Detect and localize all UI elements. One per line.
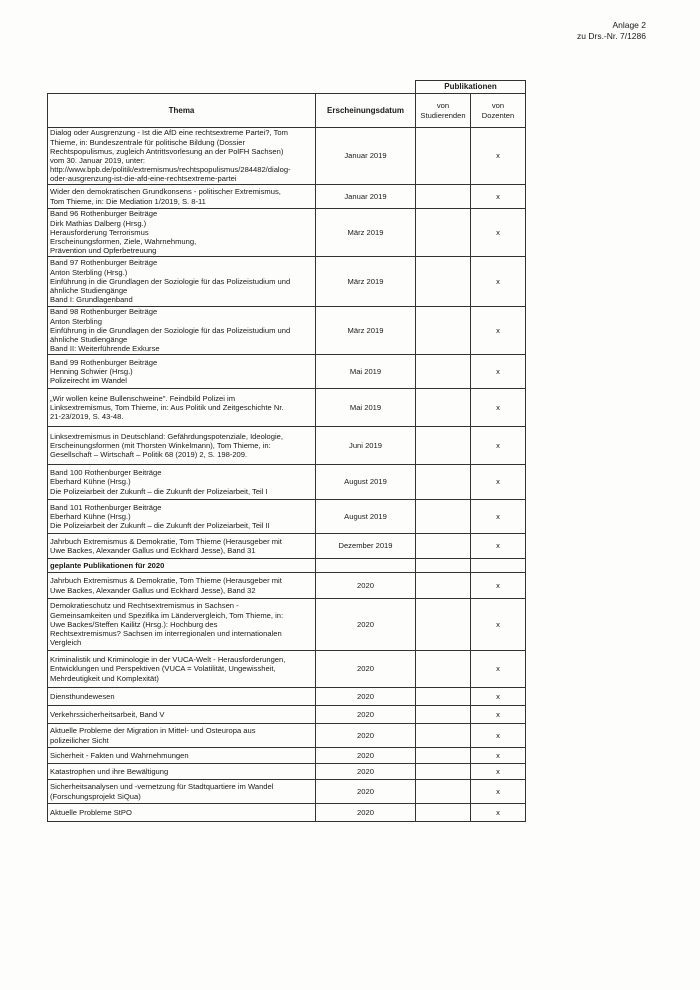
thema-line: Eberhard Kühne (Hrsg.) bbox=[50, 477, 131, 487]
header-date: Erscheinungsdatum bbox=[316, 94, 416, 128]
thema-line: Die Polizeiarbeit der Zukunft – die Zukunft der Polizeiarbeit, Teil II bbox=[50, 521, 270, 531]
cell-lecturers: x bbox=[471, 780, 526, 804]
cell-thema bbox=[48, 465, 316, 500]
cell-date: März 2019 bbox=[316, 209, 416, 257]
cell-students bbox=[416, 465, 471, 500]
cell-students bbox=[416, 128, 471, 185]
cell-thema bbox=[48, 599, 316, 651]
cell-students bbox=[416, 534, 471, 559]
thema-line: Entwicklungen und Perspektiven (VUCA = Volatilität, Ungewissheit, bbox=[50, 664, 276, 674]
cell-lecturers bbox=[471, 559, 526, 573]
cell-lecturers: x bbox=[471, 465, 526, 500]
thema-line: Demokratieschutz und Rechtsextremismus in Sachsen - bbox=[50, 601, 239, 611]
cell-students bbox=[416, 389, 471, 427]
thema-line: Jahrbuch Extremismus & Demokratie, Tom Thieme (Herausgeber mit bbox=[50, 536, 282, 546]
table-row bbox=[48, 209, 526, 257]
table-row bbox=[48, 128, 526, 185]
thema-line: http://www.bpb.de/politik/extremismus/rechtspopulismus/284482/dialog- bbox=[50, 165, 291, 175]
thema-line: Katastrophen und ihre Bewältigung bbox=[50, 766, 169, 776]
table-row bbox=[48, 780, 526, 804]
table-row bbox=[48, 748, 526, 764]
cell-date: 2020 bbox=[316, 706, 416, 724]
publications-table bbox=[47, 80, 526, 822]
cell-students bbox=[416, 185, 471, 209]
thema-line: Prävention und Opferbetreuung bbox=[50, 246, 157, 256]
cell-students bbox=[416, 500, 471, 534]
cell-thema bbox=[48, 764, 316, 780]
thema-line: ähnliche Studiengänge bbox=[50, 335, 128, 345]
cell-lecturers: x bbox=[471, 307, 526, 355]
thema-line: Vergleich bbox=[50, 638, 82, 648]
cell-thema bbox=[48, 573, 316, 599]
cell-date bbox=[316, 559, 416, 573]
table-row bbox=[48, 651, 526, 688]
cell-lecturers: x bbox=[471, 257, 526, 307]
table-row bbox=[48, 355, 526, 389]
thema-line: Henning Schwier (Hrsg.) bbox=[50, 366, 133, 376]
thema-line: Sicherheit - Fakten und Wahrnehmungen bbox=[50, 750, 189, 760]
cell-lecturers: x bbox=[471, 185, 526, 209]
cell-thema bbox=[48, 534, 316, 559]
thema-line: Dialog oder Ausgrenzung - Ist die AfD eine rechtsextreme Partei?, Tom bbox=[50, 128, 288, 138]
cell-lecturers: x bbox=[471, 599, 526, 651]
thema-line: Aktuelle Probleme der Migration in Mittel- und Osteuropa aus bbox=[50, 726, 256, 736]
cell-lecturers: x bbox=[471, 209, 526, 257]
cell-date: Juni 2019 bbox=[316, 427, 416, 465]
cell-students bbox=[416, 559, 471, 573]
cell-date: 2020 bbox=[316, 748, 416, 764]
thema-line: 21-23/2019, S. 43-48. bbox=[50, 412, 124, 422]
cell-students bbox=[416, 780, 471, 804]
cell-students bbox=[416, 209, 471, 257]
header-thema: Thema bbox=[48, 94, 316, 128]
table-row bbox=[48, 688, 526, 706]
thema-line: Dirk Mathias Dalberg (Hrsg.) bbox=[50, 218, 147, 228]
thema-line: Band 98 Rothenburger Beiträge bbox=[50, 307, 158, 317]
cell-date: August 2019 bbox=[316, 500, 416, 534]
table-row bbox=[48, 724, 526, 748]
thema-line: „Wir wollen keine Bullenschweine". Feindbild Polizei im bbox=[50, 393, 236, 403]
thema-line: Erscheinungsformen, Ziele, Wahrnehmung, bbox=[50, 237, 197, 247]
cell-lecturers: x bbox=[471, 688, 526, 706]
cell-students bbox=[416, 688, 471, 706]
cell-date: 2020 bbox=[316, 651, 416, 688]
table-row bbox=[48, 465, 526, 500]
cell-thema bbox=[48, 500, 316, 534]
cell-date: Dezember 2019 bbox=[316, 534, 416, 559]
cell-date: 2020 bbox=[316, 599, 416, 651]
thema-line: Einführung in die Grundlagen der Soziologie für das Polizeistudium und bbox=[50, 325, 291, 335]
header-lecturers-line2: Dozenten bbox=[481, 110, 515, 120]
cell-lecturers: x bbox=[471, 651, 526, 688]
cell-date: 2020 bbox=[316, 804, 416, 822]
thema-line: Sicherheitsanalysen und -vernetzung für Stadtquartiere im Wandel bbox=[50, 782, 274, 792]
cell-students bbox=[416, 706, 471, 724]
thema-line: Gesellschaft – Wirtschaft – Politik 68 (2019) 2, S. 198-209. bbox=[50, 450, 248, 460]
table-header bbox=[48, 81, 526, 128]
thema-line: Band I: Grundlagenband bbox=[50, 295, 133, 305]
header-lecturers-line1: von bbox=[491, 101, 505, 110]
thema-line: Band 101 Rothenburger Beiträge bbox=[50, 502, 162, 512]
cell-lecturers: x bbox=[471, 128, 526, 185]
table-row bbox=[48, 427, 526, 465]
cell-lecturers: x bbox=[471, 804, 526, 822]
thema-line: Verkehrssicherheitsarbeit, Band V bbox=[50, 709, 165, 719]
table-row bbox=[48, 185, 526, 209]
header-publications: Publikationen bbox=[416, 81, 526, 94]
cell-date: Mai 2019 bbox=[316, 389, 416, 427]
cell-thema bbox=[48, 651, 316, 688]
thema-line: Jahrbuch Extremismus & Demokratie, Tom Thieme (Herausgeber mit bbox=[50, 576, 282, 586]
cell-thema bbox=[48, 688, 316, 706]
thema-line: Eberhard Kühne (Hrsg.) bbox=[50, 511, 131, 521]
cell-thema bbox=[48, 804, 316, 822]
thema-line: Band 100 Rothenburger Beiträge bbox=[50, 468, 162, 478]
cell-date: Januar 2019 bbox=[316, 128, 416, 185]
cell-students bbox=[416, 307, 471, 355]
cell-lecturers: x bbox=[471, 389, 526, 427]
cell-students bbox=[416, 427, 471, 465]
cell-lecturers: x bbox=[471, 724, 526, 748]
cell-students bbox=[416, 257, 471, 307]
cell-thema bbox=[48, 427, 316, 465]
table-row bbox=[48, 307, 526, 355]
thema-line: Diensthundewesen bbox=[50, 691, 115, 701]
table-row bbox=[48, 599, 526, 651]
section-row bbox=[48, 559, 526, 573]
thema-line: Polizeirecht im Wandel bbox=[50, 376, 127, 386]
cell-date: Januar 2019 bbox=[316, 185, 416, 209]
cell-date: August 2019 bbox=[316, 465, 416, 500]
table-row bbox=[48, 764, 526, 780]
thema-line: Linksextremismus in Deutschland: Gefährdungspotenziale, Ideologie, bbox=[50, 431, 284, 441]
cell-students bbox=[416, 599, 471, 651]
cell-lecturers: x bbox=[471, 706, 526, 724]
table-row bbox=[48, 804, 526, 822]
thema-line: Band 97 Rothenburger Beiträge bbox=[50, 258, 158, 268]
cell-students bbox=[416, 764, 471, 780]
cell-date: März 2019 bbox=[316, 307, 416, 355]
table-row bbox=[48, 573, 526, 599]
header-students bbox=[416, 94, 471, 128]
thema-line: Herausforderung Terrorismus bbox=[50, 227, 149, 237]
cell-thema bbox=[48, 257, 316, 307]
table-row bbox=[48, 534, 526, 559]
thema-line: Thieme, in: Bundeszentrale für politische Bildung (Dossier bbox=[50, 137, 246, 147]
cell-lecturers: x bbox=[471, 573, 526, 599]
thema-line: polizeilicher Sicht bbox=[50, 735, 109, 745]
thema-line: Die Polizeiarbeit der Zukunft – die Zukunft der Polizeiarbeit, Teil I bbox=[50, 486, 268, 496]
cell-lecturers: x bbox=[471, 355, 526, 389]
thema-line: Erscheinungsformen (mit Thorsten Winkelmann), Tom Thieme, in: bbox=[50, 440, 271, 450]
thema-line: Linksextremismus, Tom Thieme, in: Aus Politik und Zeitgeschichte Nr. bbox=[50, 402, 284, 412]
table-row bbox=[48, 706, 526, 724]
cell-thema bbox=[48, 209, 316, 257]
cell-students bbox=[416, 748, 471, 764]
cell-date: 2020 bbox=[316, 573, 416, 599]
thema-line: Band 99 Rothenburger Beiträge bbox=[50, 357, 158, 367]
thema-line: ähnliche Studiengänge bbox=[50, 286, 128, 296]
cell-thema bbox=[48, 128, 316, 185]
cell-thema bbox=[48, 748, 316, 764]
thema-line: Aktuelle Probleme StPO bbox=[50, 807, 132, 817]
cell-students bbox=[416, 651, 471, 688]
annex-label: Anlage 2 bbox=[612, 20, 646, 30]
cell-date: 2020 bbox=[316, 764, 416, 780]
cell-lecturers: x bbox=[471, 534, 526, 559]
cell-thema bbox=[48, 724, 316, 748]
thema-line: oder-ausgrenzung-ist-die-afd-eine-rechtsextreme-partei bbox=[50, 174, 237, 184]
thema-line: Band II: Weiterführende Exkurse bbox=[50, 344, 160, 354]
table-row bbox=[48, 257, 526, 307]
header-students-line1: von bbox=[436, 101, 450, 110]
section-title bbox=[48, 559, 316, 573]
cell-lecturers: x bbox=[471, 427, 526, 465]
cell-thema bbox=[48, 389, 316, 427]
cell-thema bbox=[48, 185, 316, 209]
cell-date: 2020 bbox=[316, 724, 416, 748]
table-row bbox=[48, 389, 526, 427]
cell-date: März 2019 bbox=[316, 257, 416, 307]
cell-thema bbox=[48, 355, 316, 389]
cell-students bbox=[416, 573, 471, 599]
header-students-line2: Studierenden bbox=[420, 110, 466, 120]
thema-line: Uwe Backes/Steffen Kailitz (Hrsg.): Hochburg des bbox=[50, 619, 218, 629]
cell-students bbox=[416, 724, 471, 748]
cell-lecturers: x bbox=[471, 764, 526, 780]
cell-thema bbox=[48, 307, 316, 355]
thema-line: Kriminalistik und Kriminologie in der VUCA-Welt - Herausforderungen, bbox=[50, 655, 286, 665]
thema-line: Anton Sterbling bbox=[50, 316, 102, 326]
cell-students bbox=[416, 804, 471, 822]
cell-thema bbox=[48, 706, 316, 724]
thema-line: Anton Sterbling (Hrsg.) bbox=[50, 267, 128, 277]
table-body bbox=[48, 128, 526, 822]
thema-line: Wider den demokratischen Grundkonsens - politischer Extremismus, bbox=[50, 187, 281, 197]
thema-line: geplante Publikationen für 2020 bbox=[50, 560, 165, 570]
thema-line: Tom Thieme, in: Die Mediation 1/2019, S. 8-11 bbox=[50, 196, 206, 206]
thema-line: vom 30. Januar 2019, unter: bbox=[50, 156, 145, 165]
thema-line: Uwe Backes, Alexander Gallus und Eckhard Jesse), Band 32 bbox=[50, 585, 256, 595]
document-number: zu Drs.-Nr. 7/1286 bbox=[577, 31, 646, 41]
cell-date: 2020 bbox=[316, 780, 416, 804]
cell-date: 2020 bbox=[316, 688, 416, 706]
thema-line: Gemeinsamkeiten und Spezifika im Ländervergleich, Tom Thieme, in: bbox=[50, 610, 284, 620]
thema-line: (Forschungsprojekt SiQua) bbox=[50, 791, 141, 801]
thema-line: Einführung in die Grundlagen der Soziologie für das Polizeistudium und bbox=[50, 276, 291, 286]
cell-lecturers: x bbox=[471, 748, 526, 764]
thema-line: Mehrdeutigkeit und Komplexität) bbox=[50, 673, 159, 683]
cell-students bbox=[416, 355, 471, 389]
thema-line: Band 96 Rothenburger Beiträge bbox=[50, 209, 158, 219]
cell-lecturers: x bbox=[471, 500, 526, 534]
table-row bbox=[48, 500, 526, 534]
cell-thema bbox=[48, 780, 316, 804]
thema-line: Uwe Backes, Alexander Gallus und Eckhard Jesse), Band 31 bbox=[50, 546, 256, 555]
header-lecturers bbox=[471, 94, 526, 128]
annex-reference bbox=[577, 20, 646, 42]
cell-date: Mai 2019 bbox=[316, 355, 416, 389]
thema-line: Rechtspopulismus, zugleich Antrittsvorlesung an der PolFH Sachsen) bbox=[50, 146, 284, 156]
thema-line: Rechtsextremismus? Sachsen im interregionalen und internationalen bbox=[50, 629, 282, 639]
